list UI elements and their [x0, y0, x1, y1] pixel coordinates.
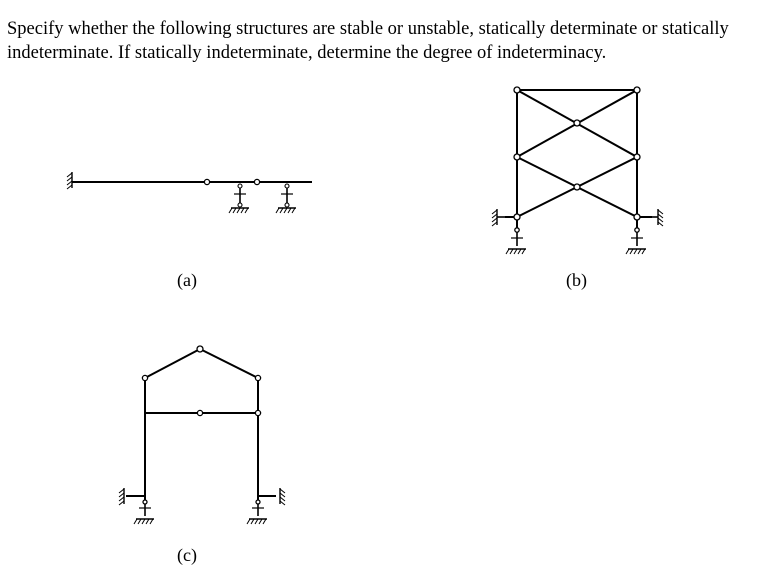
support-a1	[229, 184, 249, 213]
figure-c-supports	[119, 488, 285, 524]
figure-a	[67, 172, 312, 213]
figure-b	[505, 90, 652, 228]
hinge-a1	[204, 179, 209, 184]
rafter-c-right	[200, 349, 258, 378]
figure-b-joints	[514, 87, 640, 232]
caption-c: (c)	[177, 545, 197, 565]
caption-b: (b)	[566, 270, 587, 290]
fixed-support-a	[67, 172, 72, 189]
problem-statement: Specify whether the following structures are stable or unstable, statically determinate or statically indeterminate. If statically indeterminate, determine the degree of indeterminacy.	[7, 19, 729, 63]
rafter-c-left	[145, 349, 200, 378]
caption-a: (a)	[177, 270, 197, 290]
hinge-a2	[254, 179, 259, 184]
support-a2	[276, 184, 296, 213]
figure-c	[126, 349, 276, 500]
